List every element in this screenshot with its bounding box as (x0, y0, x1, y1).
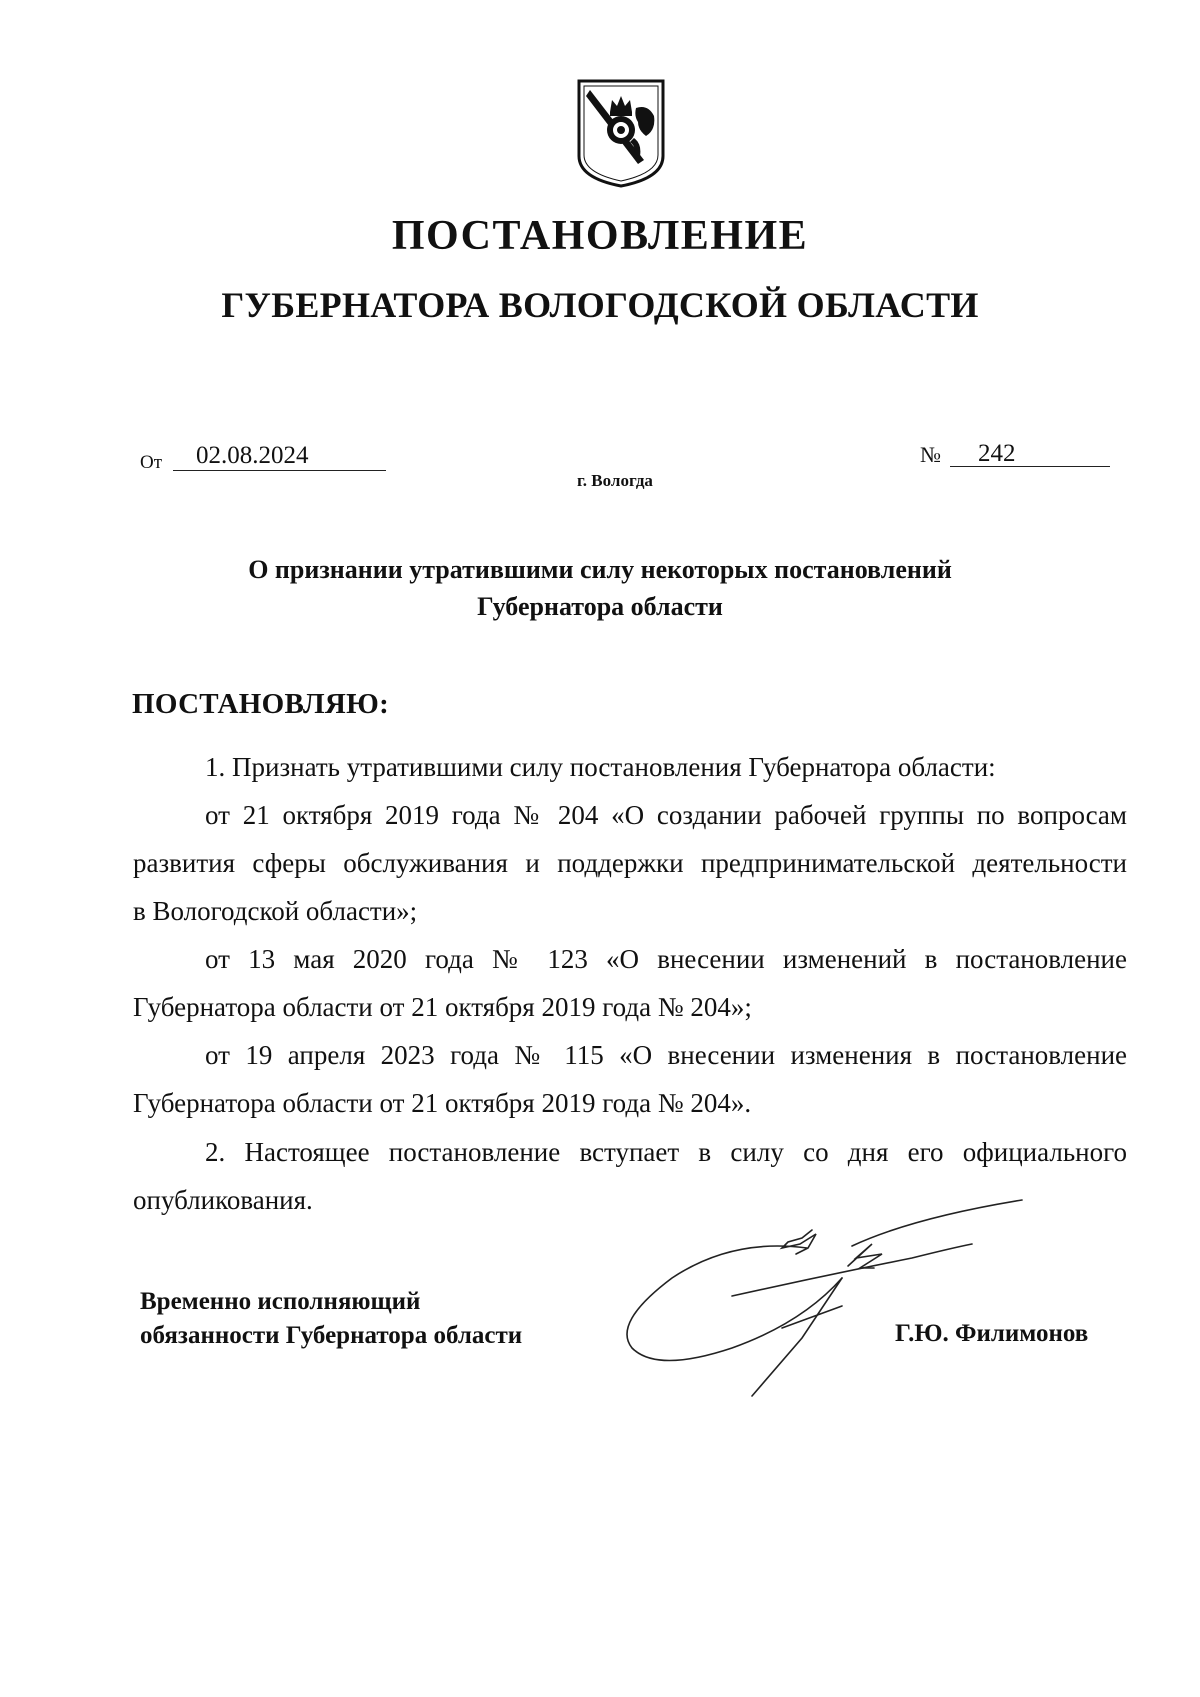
subject-line-2: Губернатора области (477, 592, 723, 621)
number-prefix: № (920, 442, 941, 467)
document-number: 242 (978, 440, 1016, 467)
body-line: Губернатора области от 21 октября 2019 года № 204». (133, 1088, 752, 1118)
body-line: Губернатора области от 21 октября 2019 года № 204»; (133, 992, 752, 1022)
resolve-heading: ПОСТАНОВЛЯЮ: (132, 688, 390, 720)
signer-position-line-1: Временно исполняющий (140, 1288, 421, 1315)
coat-of-arms-icon (576, 78, 666, 190)
body-line: от 21 октября 2019 года № 204 «О создании рабочей группы по вопросам (205, 800, 1127, 830)
subject-line-1: О признании утратившими силу некоторых постановлений (248, 555, 952, 584)
body-line: от 19 апреля 2023 года № 115 «О внесении изменения в постановление (205, 1040, 1127, 1070)
document-subtitle: ГУБЕРНАТОРА ВОЛОГОДСКОЙ ОБЛАСТИ (221, 285, 979, 325)
body-line: развития сферы обслуживания и поддержки предпринимательской деятельности (133, 848, 1127, 878)
body-line: 1. Признать утратившими силу постановления Губернатора области: (205, 752, 996, 782)
date-prefix: От (140, 452, 163, 473)
document-date: 02.08.2024 (196, 442, 309, 469)
handwritten-signature (612, 1198, 1032, 1398)
body-line: 2. Настоящее постановление вступает в силу со дня его официального (205, 1137, 1127, 1167)
number-underline (950, 466, 1110, 467)
signer-name: Г.Ю. Филимонов (895, 1320, 1089, 1347)
city: г. Вологда (577, 471, 653, 490)
body-line: от 13 мая 2020 года № 123 «О внесении изменений в постановление (205, 944, 1127, 974)
document-title: ПОСТАНОВЛЕНИЕ (391, 213, 809, 259)
signer-position-line-2: обязанности Губернатора области (140, 1322, 523, 1349)
date-underline (173, 470, 386, 471)
body-line: опубликования. (133, 1185, 313, 1215)
body-line: в Вологодской области»; (133, 896, 418, 926)
